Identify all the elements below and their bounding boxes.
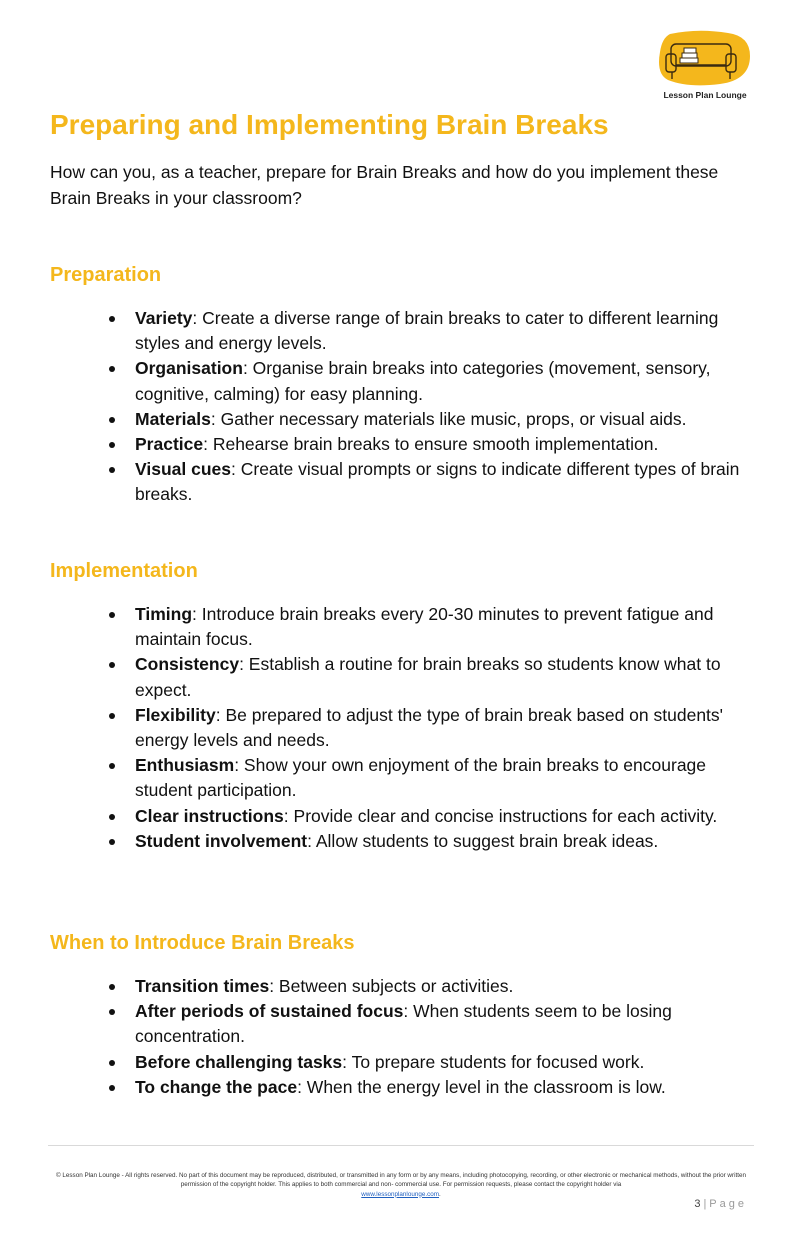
section-heading-when-to-introduce: When to Introduce Brain Breaks (50, 932, 355, 954)
list-item: Visual cues: Create visual prompts or signs to indicate different types of brain breaks. (107, 457, 752, 507)
footer-divider (48, 1145, 754, 1146)
implementation-list (107, 602, 752, 854)
when-to-introduce-list (107, 974, 752, 1100)
list-item: Transition times: Between subjects or activities. (107, 974, 752, 999)
list-item: Enthusiasm: Show your own enjoyment of the brain breaks to encourage student participation. (107, 753, 752, 803)
logo-text: Lesson Plan Lounge (663, 90, 747, 100)
list-item: Consistency: Establish a routine for brain breaks so students know what to expect. (107, 652, 752, 702)
list-item: Before challenging tasks: To prepare students for focused work. (107, 1050, 752, 1075)
list-item: To change the pace: When the energy level in the classroom is low. (107, 1075, 752, 1100)
page-title: Preparing and Implementing Brain Breaks (50, 109, 609, 140)
list-item: Materials: Gather necessary materials like music, props, or visual aids. (107, 407, 752, 432)
list-item: Flexibility: Be prepared to adjust the type of brain break based on students' energy levels and needs. (107, 703, 752, 753)
list-item: Variety: Create a diverse range of brain breaks to cater to different learning styles and energy levels. (107, 306, 752, 356)
list-item: Timing: Introduce brain breaks every 20-30 minutes to prevent fatigue and maintain focus. (107, 602, 752, 652)
intro-paragraph: How can you, as a teacher, prepare for Brain Breaks and how do you implement these Brain Breaks in your classroom? (50, 162, 719, 208)
footer-copyright: © Lesson Plan Lounge - All rights reserved. No part of this document may be reproduced, distributed, or transmitted in any form or by any means, including photocopying, recording, or other electronic or mechanical methods, without the prior written permission of the copyright holder. This applies to both commercial and non- commercial use. For permission requests, please contact the copyright holder via www.lessonplanlounge.com. (56, 1172, 746, 1198)
page-number: 3 | Page (694, 1198, 747, 1210)
list-item: Organisation: Organise brain breaks into categories (movement, sensory, cognitive, calming) for easy planning. (107, 356, 752, 406)
section-heading-implementation: Implementation (50, 560, 198, 582)
list-item: Student involvement: Allow students to suggest brain break ideas. (107, 829, 752, 854)
list-item: Practice: Rehearse brain breaks to ensure smooth implementation. (107, 432, 752, 457)
preparation-list (107, 306, 752, 508)
sofa-logo-icon (658, 30, 752, 88)
section-heading-preparation: Preparation (50, 264, 162, 286)
logo (655, 30, 755, 102)
list-item: Clear instructions: Provide clear and concise instructions for each activity. (107, 804, 752, 829)
website-link[interactable]: www.lessonplanlounge.com (361, 1190, 439, 1198)
list-item: After periods of sustained focus: When students seem to be losing concentration. (107, 999, 752, 1049)
